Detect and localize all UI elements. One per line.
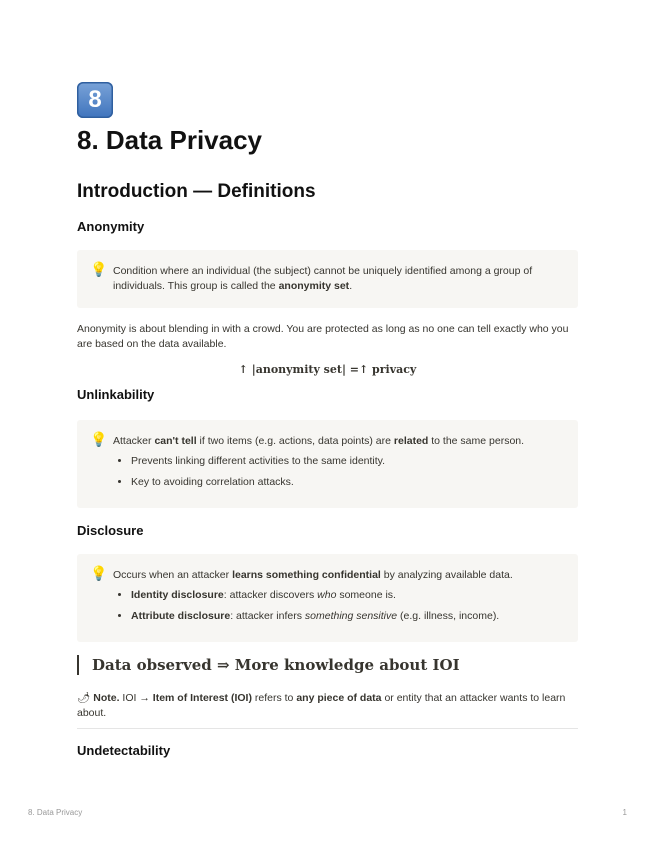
- text: to the same person.: [428, 435, 525, 447]
- bold-text: Attribute disclosure: [131, 610, 231, 622]
- bullet-list: [113, 454, 564, 490]
- text: Occurs when an attacker: [113, 569, 233, 581]
- page-icon-glyph: 8: [88, 86, 102, 113]
- bullet-list: [113, 588, 564, 624]
- page-icon: [77, 82, 113, 118]
- text: someone is.: [336, 589, 396, 601]
- text: if two items (e.g. actions, data points) are: [196, 435, 394, 447]
- italic-text: who: [317, 589, 337, 601]
- list-item: • Key to avoiding correlation attacks.: [131, 475, 564, 490]
- bold-text: can't tell: [154, 435, 197, 447]
- footer-page-number: 1: [622, 808, 627, 817]
- page-title: 8. Data Privacy: [77, 125, 263, 155]
- text: (e.g. illness, income).: [397, 610, 500, 622]
- callout-unlinkability: [77, 420, 578, 508]
- heading-unlinkability: Unlinkability: [77, 387, 155, 402]
- callout-text: Condition where an individual (the subject) cannot be uniquely identified among a group of individuals. This group is called the: [113, 265, 533, 292]
- text: by analyzing available data.: [380, 569, 513, 581]
- text: IOI →: [119, 692, 153, 704]
- list-item: • Prevents linking different activities to the same identity.: [131, 454, 564, 469]
- heading-anonymity: Anonymity: [77, 219, 145, 234]
- text: or entity that an attacker wants to learn about.: [77, 692, 566, 719]
- callout-anonymity: [77, 250, 578, 308]
- list-item: [131, 588, 564, 603]
- note-label: Note.: [93, 692, 120, 704]
- anonymity-paragraph: Anonymity is about blending in with a crowd. You are protected as long as no one can tell exactly who you are based on the data available.: [77, 323, 569, 350]
- quote-block: Data observed ⇒ More knowledge about IOI: [77, 655, 578, 675]
- lightbulb-icon: 💡: [90, 431, 108, 447]
- heading-disclosure: Disclosure: [77, 523, 144, 538]
- footer-title: 8. Data Privacy: [28, 808, 83, 817]
- bold-text: Item of Interest (IOI): [152, 692, 252, 704]
- lightbulb-icon: 💡: [90, 261, 108, 277]
- list-item: [131, 609, 564, 624]
- heading-undetectability: Undetectability: [77, 743, 171, 758]
- text: : attacker infers: [230, 610, 305, 622]
- text: refers to: [251, 692, 297, 704]
- bold-text: related: [393, 435, 429, 447]
- lightbulb-icon: 💡: [90, 565, 108, 581]
- document-page: [77, 82, 578, 760]
- bold-text: learns something confidential: [232, 569, 381, 581]
- text: Attacker: [113, 435, 155, 447]
- text: : attacker discovers: [223, 589, 318, 601]
- bold-text: Identity disclosure: [131, 589, 224, 601]
- note-icon: 🌶: [77, 692, 91, 704]
- anonymity-formula: ↑ |anonymity set| =↑ privacy: [238, 363, 417, 376]
- callout-end: .: [349, 280, 353, 292]
- section-heading-intro: Introduction — Definitions: [77, 181, 316, 202]
- italic-text: something sensitive: [304, 610, 398, 622]
- bold-text: any piece of data: [296, 692, 382, 704]
- note-block: [77, 691, 578, 729]
- callout-bold: anonymity set: [278, 280, 350, 292]
- callout-disclosure: [77, 554, 578, 642]
